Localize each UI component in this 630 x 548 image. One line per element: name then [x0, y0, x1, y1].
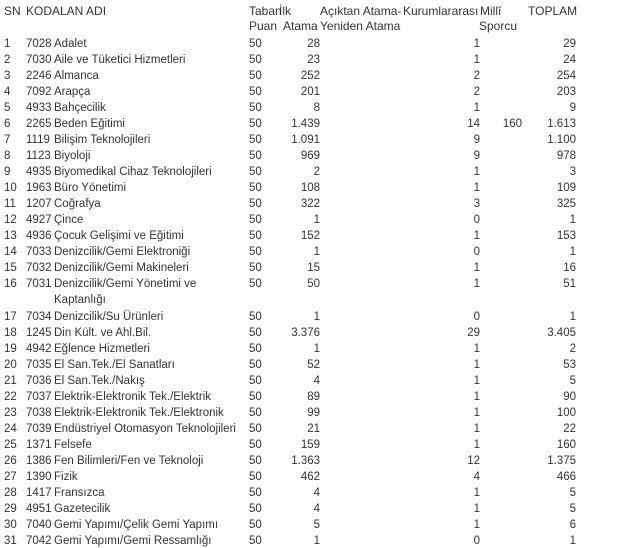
cell-kurumlararasi: 1	[473, 359, 480, 371]
cell-kod: 1119	[26, 134, 50, 146]
cell-toplam: 1	[569, 535, 576, 547]
cell-toplam: 29	[563, 38, 576, 50]
cell-alan-adi: Elektrik-Elektronik Tek./Elektrik	[54, 391, 211, 403]
cell-toplam: 2	[569, 343, 576, 355]
cell-kurumlararasi: 1	[473, 343, 480, 355]
cell-kurumlararasi: 1	[473, 519, 480, 531]
cell-ilk-atama: 1	[313, 214, 320, 226]
cell-sn: 29	[4, 503, 17, 515]
cell-kod: 7030	[26, 54, 52, 66]
cell-taban-puan: 50	[249, 70, 262, 82]
cell-alan-adi: Çince	[54, 214, 84, 226]
cell-taban-puan: 50	[249, 230, 262, 242]
cell-sn: 8	[4, 150, 11, 162]
cell-alan-adi: Felsefe	[54, 439, 92, 451]
header-taban-line2: Puan	[249, 19, 278, 33]
cell-sn: 10	[4, 182, 17, 194]
cell-kod: 1207	[26, 198, 52, 210]
cell-kod: 4936	[26, 230, 52, 242]
header-toplam: TOPLAM	[528, 4, 578, 18]
cell-kurumlararasi: 0	[473, 246, 480, 258]
cell-ilk-atama: 4	[313, 487, 320, 499]
cell-ilk-atama: 969	[300, 150, 320, 162]
cell-ilk-atama: 52	[307, 359, 320, 371]
cell-kod: 7034	[26, 311, 52, 323]
cell-kurumlararasi: 9	[473, 150, 480, 162]
header-ilk-line1: İlk	[279, 4, 291, 18]
cell-sn: 31	[4, 535, 17, 547]
header-milli-line2: Sporcu	[479, 19, 518, 33]
cell-alan-adi: Arapça	[54, 86, 91, 98]
cell-sn: 26	[4, 455, 17, 467]
cell-sn: 30	[4, 519, 17, 531]
cell-alan-adi: Gemi Yapımı/Gemi Ressamlığı	[54, 535, 212, 547]
cell-sn: 16	[4, 278, 17, 290]
cell-ilk-atama: 5	[313, 519, 320, 531]
cell-sn: 6	[4, 118, 11, 130]
header-sn: SN	[4, 4, 21, 18]
cell-alan-adi: Adalet	[54, 38, 87, 50]
cell-kod: 1390	[26, 471, 52, 483]
header-aciktan-line2: Yeniden Atama	[320, 19, 401, 33]
cell-kod: 2265	[26, 118, 52, 130]
cell-kod: 2246	[26, 70, 52, 82]
cell-sn: 27	[4, 471, 17, 483]
header-milli-line1: Millî	[480, 4, 502, 18]
cell-sn: 23	[4, 407, 17, 419]
cell-taban-puan: 50	[249, 214, 262, 226]
cell-kod: 7039	[26, 423, 52, 435]
cell-toplam: 3.405	[547, 327, 576, 339]
cell-sn: 11	[4, 198, 16, 210]
cell-alan-adi: El San.Tek./Nakış	[54, 375, 145, 387]
cell-toplam: 203	[556, 86, 576, 98]
cell-ilk-atama: 50	[307, 278, 320, 290]
cell-ilk-atama: 252	[300, 70, 320, 82]
cell-alan-adi: Denizcilik/Gemi Elektroniği	[54, 246, 191, 258]
cell-taban-puan: 50	[249, 487, 262, 499]
cell-alan-adi: Biyomedikal Cihaz Teknolojileri	[54, 166, 212, 178]
cell-sn: 2	[4, 54, 11, 66]
cell-toplam: 51	[563, 278, 576, 290]
cell-alan-adi: Fizik	[54, 471, 78, 483]
cell-ilk-atama: 89	[307, 391, 320, 403]
cell-ilk-atama: 201	[300, 86, 320, 98]
cell-kurumlararasi: 9	[473, 134, 480, 146]
cell-ilk-atama: 1	[313, 535, 320, 547]
cell-kurumlararasi: 1	[473, 503, 480, 515]
cell-taban-puan: 50	[249, 102, 262, 114]
cell-kurumlararasi: 1	[473, 38, 480, 50]
cell-toplam: 24	[563, 54, 576, 66]
cell-taban-puan: 50	[249, 519, 262, 531]
cell-taban-puan: 50	[249, 86, 262, 98]
cell-sn: 12	[4, 214, 17, 226]
cell-alan-adi: Fransızca	[54, 487, 105, 499]
cell-ilk-atama: 2	[313, 166, 320, 178]
cell-sn: 13	[4, 230, 17, 242]
cell-kurumlararasi: 4	[473, 471, 480, 483]
cell-sn: 5	[4, 102, 11, 114]
cell-ilk-atama: 8	[313, 102, 320, 114]
cell-ilk-atama: 4	[313, 375, 320, 387]
cell-kod: 1371	[26, 439, 52, 451]
cell-sn: 4	[4, 86, 11, 98]
cell-sn: 17	[4, 311, 17, 323]
cell-alan-adi: Din Kült. ve Ahl.Bil.	[54, 327, 152, 339]
cell-alan-adi: Bahçecilik	[54, 102, 106, 114]
cell-kurumlararasi: 1	[473, 278, 480, 290]
cell-ilk-atama: 1.363	[291, 455, 320, 467]
cell-kod: 1963	[26, 182, 52, 194]
cell-kod: 7036	[26, 375, 52, 387]
cell-kurumlararasi: 1	[473, 391, 480, 403]
cell-alan-adi: Almanca	[54, 70, 99, 82]
cell-toplam: 1	[569, 311, 576, 323]
cell-taban-puan: 50	[249, 439, 262, 451]
cell-kurumlararasi: 1	[473, 262, 480, 274]
cell-alan-adi: Endüstriyel Otomasyon Teknolojileri	[54, 423, 236, 435]
cell-ilk-atama: 1	[313, 343, 320, 355]
cell-kod: 7028	[26, 38, 52, 50]
cell-ilk-atama: 21	[307, 423, 320, 435]
cell-kurumlararasi: 12	[467, 455, 480, 467]
cell-taban-puan: 50	[249, 375, 262, 387]
cell-ilk-atama: 23	[307, 54, 320, 66]
cell-sn: 19	[4, 343, 17, 355]
cell-toplam: 1.613	[547, 118, 576, 130]
cell-kod: 7032	[26, 262, 52, 274]
cell-ilk-atama: 1	[313, 246, 320, 258]
cell-ilk-atama: 159	[300, 439, 320, 451]
cell-kurumlararasi: 2	[473, 86, 480, 98]
cell-kurumlararasi: 0	[473, 535, 480, 547]
cell-alan-adi: Fen Bilimleri/Fen ve Teknoloji	[54, 455, 204, 467]
cell-kurumlararasi: 1	[473, 166, 480, 178]
cell-taban-puan: 50	[249, 134, 262, 146]
cell-taban-puan: 50	[249, 391, 262, 403]
cell-alan-adi: El San.Tek./El Sanatları	[54, 359, 175, 371]
cell-ilk-atama: 1.091	[291, 134, 320, 146]
cell-taban-puan: 50	[249, 455, 262, 467]
cell-alan-adi: Denizcilik/Gemi Makineleri	[54, 262, 189, 274]
cell-ilk-atama: 3.376	[291, 327, 320, 339]
cell-sn: 9	[4, 166, 11, 178]
cell-sn: 3	[4, 70, 11, 82]
cell-ilk-atama: 4	[313, 503, 320, 515]
cell-ilk-atama: 15	[307, 262, 320, 274]
cell-toplam: 6	[569, 519, 576, 531]
cell-toplam: 1	[569, 214, 576, 226]
cell-kurumlararasi: 1	[473, 230, 480, 242]
cell-ilk-atama: 462	[300, 471, 320, 483]
cell-sn: 15	[4, 262, 17, 274]
cell-sn: 24	[4, 423, 17, 435]
cell-ilk-atama: 28	[307, 38, 320, 50]
cell-kurumlararasi: 0	[473, 214, 480, 226]
cell-kod: 1417	[26, 487, 52, 499]
cell-toplam: 5	[569, 503, 576, 515]
cell-toplam: 1.375	[547, 455, 576, 467]
cell-toplam: 325	[556, 198, 576, 210]
cell-kod: 7042	[26, 535, 52, 547]
cell-taban-puan: 50	[249, 407, 262, 419]
cell-alan-adi: Aile ve Tüketici Hizmetleri	[54, 54, 186, 66]
header-kodalan-adi: KODALAN ADI	[26, 4, 107, 18]
cell-toplam: 100	[556, 407, 576, 419]
cell-alan-adi: Denizcilik/Su Ürünleri	[54, 311, 164, 323]
cell-toplam: 153	[556, 230, 576, 242]
cell-taban-puan: 50	[249, 166, 262, 178]
cell-taban-puan: 50	[249, 246, 262, 258]
cell-kod: 1386	[26, 455, 52, 467]
header-ilk-line2: Atama	[283, 19, 318, 33]
cell-kod: 4935	[26, 166, 52, 178]
cell-kod: 7035	[26, 359, 52, 371]
cell-alan-adi-continued: Kaptanlığı	[54, 294, 106, 306]
cell-milli-sporcu: 160	[502, 118, 522, 130]
cell-taban-puan: 50	[249, 54, 262, 66]
cell-ilk-atama: 99	[307, 407, 320, 419]
cell-kurumlararasi: 3	[473, 198, 480, 210]
cell-kod: 7037	[26, 391, 52, 403]
cell-sn: 7	[4, 134, 11, 146]
cell-alan-adi: Büro Yönetimi	[54, 182, 127, 194]
cell-toplam: 90	[563, 391, 576, 403]
cell-kurumlararasi: 1	[473, 182, 480, 194]
cell-sn: 1	[4, 38, 11, 50]
cell-toplam: 1.100	[547, 134, 576, 146]
cell-taban-puan: 50	[249, 423, 262, 435]
cell-kurumlararasi: 1	[473, 102, 480, 114]
cell-toplam: 3	[569, 166, 576, 178]
cell-taban-puan: 50	[249, 182, 262, 194]
cell-taban-puan: 50	[249, 118, 262, 130]
header-aciktan-line1: Açıktan Atama-	[320, 4, 402, 18]
cell-kod: 7092	[26, 86, 52, 98]
cell-kurumlararasi: 1	[473, 54, 480, 66]
cell-taban-puan: 50	[249, 38, 262, 50]
cell-kurumlararasi: 29	[467, 327, 480, 339]
cell-toplam: 466	[556, 471, 576, 483]
cell-toplam: 160	[556, 439, 576, 451]
cell-taban-puan: 50	[249, 471, 262, 483]
cell-kurumlararasi: 0	[473, 311, 480, 323]
cell-alan-adi: Gazetecilik	[54, 503, 111, 515]
cell-kod: 4942	[26, 343, 52, 355]
cell-taban-puan: 50	[249, 198, 262, 210]
cell-kod: 7038	[26, 407, 52, 419]
cell-taban-puan: 50	[249, 359, 262, 371]
cell-ilk-atama: 322	[300, 198, 320, 210]
cell-kod: 4927	[26, 214, 52, 226]
cell-toplam: 1	[569, 246, 576, 258]
cell-toplam: 5	[569, 487, 576, 499]
cell-ilk-atama: 108	[300, 182, 320, 194]
cell-toplam: 978	[556, 150, 576, 162]
cell-alan-adi: Beden Eğitimi	[54, 118, 125, 130]
cell-toplam: 16	[563, 262, 576, 274]
cell-taban-puan: 50	[249, 503, 262, 515]
cell-sn: 21	[4, 375, 17, 387]
cell-kod: 1245	[26, 327, 52, 339]
cell-kurumlararasi: 14	[467, 118, 480, 130]
cell-taban-puan: 50	[249, 311, 262, 323]
cell-taban-puan: 50	[249, 262, 262, 274]
cell-kod: 7033	[26, 246, 52, 258]
cell-taban-puan: 50	[249, 150, 262, 162]
cell-sn: 28	[4, 487, 17, 499]
cell-alan-adi: Bilişim Teknolojileri	[54, 134, 151, 146]
cell-toplam: 109	[556, 182, 576, 194]
cell-sn: 14	[4, 246, 17, 258]
cell-alan-adi: Denizcilik/Gemi Yönetimi ve	[54, 278, 197, 290]
cell-ilk-atama: 152	[300, 230, 320, 242]
cell-kurumlararasi: 1	[473, 375, 480, 387]
cell-taban-puan: 50	[249, 535, 262, 547]
cell-ilk-atama: 1	[313, 311, 320, 323]
cell-kurumlararasi: 2	[473, 70, 480, 82]
cell-taban-puan: 50	[249, 343, 262, 355]
cell-kod: 7031	[26, 278, 52, 290]
cell-toplam: 53	[563, 359, 576, 371]
cell-kod: 1123	[26, 150, 51, 162]
cell-taban-puan: 50	[249, 278, 262, 290]
cell-sn: 25	[4, 439, 17, 451]
header-taban-line1: Taban	[249, 4, 282, 18]
cell-alan-adi: Gemi Yapımı/Çelik Gemi Yapımı	[54, 519, 219, 531]
cell-kod: 4933	[26, 102, 52, 114]
cell-alan-adi: Çocuk Gelişimi ve Eğitimi	[54, 230, 184, 242]
cell-sn: 22	[4, 391, 17, 403]
cell-kurumlararasi: 1	[473, 423, 480, 435]
cell-sn: 20	[4, 359, 17, 371]
cell-kod: 7040	[26, 519, 52, 531]
cell-kurumlararasi: 1	[473, 487, 480, 499]
cell-taban-puan: 50	[249, 327, 262, 339]
cell-ilk-atama: 1.439	[291, 118, 320, 130]
cell-alan-adi: Biyoloji	[54, 150, 91, 162]
cell-kurumlararasi: 1	[473, 439, 480, 451]
cell-alan-adi: Eğlence Hizmetleri	[54, 343, 150, 355]
cell-sn: 18	[4, 327, 17, 339]
cell-alan-adi: Elektrik-Elektronik Tek./Elektronik	[54, 407, 224, 419]
cell-toplam: 5	[569, 375, 576, 387]
header-kurumlararasi: Kurumlararası	[403, 4, 479, 18]
cell-alan-adi: Coğrafya	[54, 198, 101, 210]
cell-kurumlararasi: 1	[473, 407, 480, 419]
cell-toplam: 9	[569, 102, 576, 114]
cell-kod: 4951	[26, 503, 52, 515]
cell-toplam: 22	[563, 423, 576, 435]
cell-toplam: 254	[556, 70, 576, 82]
